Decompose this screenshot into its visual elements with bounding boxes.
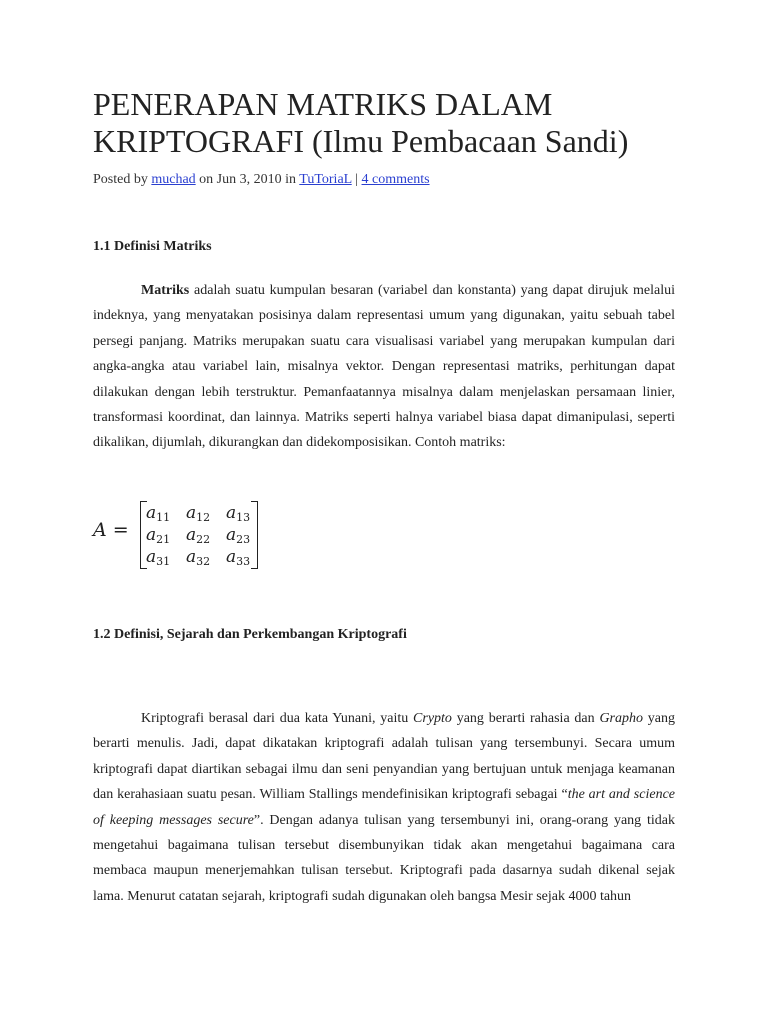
- term-grapho: Grapho: [599, 711, 643, 726]
- paragraph-body: adalah suatu kumpulan besaran (variabel dan konstanta) yang dapat dirujuk melalui indeknya, yang menyatakan posisinya dalam representasi umum yang digunakan, yaitu sebuah tabel persegi panjang. Matriks merupakan suatu cara visualisasi variabel yang merupakan kumpulan dari angka-angka atau variabel lain, misalnya vektor. Dengan representasi matriks, perhitungan dapat dilakukan dengan lebih terstruktur. Pemanfaatannya misalnya dalam menjelaskan persamaan linier, transformasi koordinat, dan lainnya. Matriks seperti halnya variabel biasa dapat dimanipulasi, seperti dikalikan, dijumlah, dikurangkan dan didekomposisikan. Contoh matriks:: [93, 283, 675, 451]
- meta-date: on Jun 3, 2010 in: [195, 172, 300, 187]
- term-crypto: Crypto: [413, 711, 452, 726]
- matrix-lhs: A =: [93, 519, 129, 541]
- matrix-cell: $a_{13}$: [226, 503, 251, 524]
- meta-prefix: Posted by: [93, 172, 152, 187]
- matrix-cell: $a_{31}$: [146, 547, 171, 568]
- comments-link[interactable]: 4 comments: [361, 172, 430, 187]
- matrix-cell: $a_{23}$: [226, 525, 251, 546]
- matrix-cell: $a_{32}$: [186, 547, 211, 568]
- author-link[interactable]: muchad: [151, 172, 196, 187]
- category-link[interactable]: TuToriaL: [299, 172, 352, 187]
- matrix-cell: $a_{12}$: [186, 503, 211, 524]
- paragraph-kriptografi: Kriptografi berasal dari dua kata Yunani, yaitu Crypto yang berarti rahasia dan Grapho yang berarti menulis. Jadi, dapat dikatakan kriptografi adalah tulisan yang tersembunyi. Secara umum kriptografi dapat diartikan sebagai ilmu dan seni penyandian yang bertujuan untuk menjaga keamanan dan kerahasiaan suatu pesan. William Stallings mendefinisikan kriptografi sebagai “the art and science of keeping messages secure”. Dengan adanya tulisan yang tersembunyi ini, orang-orang yang tidak mengetahui bagaimana tulisan tersebut disembunyikan tidak akan mengetahui bagaimana cara membaca maupun menerjemahkan tulisan tersebut. Kriptografi pada dasarnya sudah dikenal sejak lama. Menurut catatan sejarah, kriptografi sudah digunakan oleh bangsa Mesir sejak 4000 tahun: [93, 711, 675, 904]
- matrix-cell: $a_{21}$: [146, 525, 171, 546]
- matrix-cell: $a_{22}$: [186, 525, 211, 546]
- post-title-line-2: KRIPTOGRAFI (Ilmu Pembacaan Sandi): [93, 123, 629, 159]
- matrix-example: [93, 497, 293, 573]
- matrix-right-bracket: [251, 501, 258, 569]
- lead-term: Matriks: [141, 283, 190, 298]
- post-title-line-1: PENERAPAN MATRIKS DALAM: [93, 86, 553, 122]
- matrix-cell: $a_{33}$: [226, 547, 251, 568]
- meta-separator: |: [351, 172, 362, 187]
- stallings-quote: the art and science of keeping messages secure: [93, 787, 675, 828]
- post-meta: [93, 171, 430, 189]
- matrix-cell: $a_{11}$: [146, 503, 171, 524]
- post-title: [93, 86, 713, 160]
- section-heading-definisi-matriks: 1.1 Definisi Matriks: [93, 239, 212, 254]
- section-heading-kriptografi: 1.2 Definisi, Sejarah dan Perkembangan Kriptografi: [93, 627, 407, 642]
- paragraph-definisi-matriks: [93, 278, 675, 456]
